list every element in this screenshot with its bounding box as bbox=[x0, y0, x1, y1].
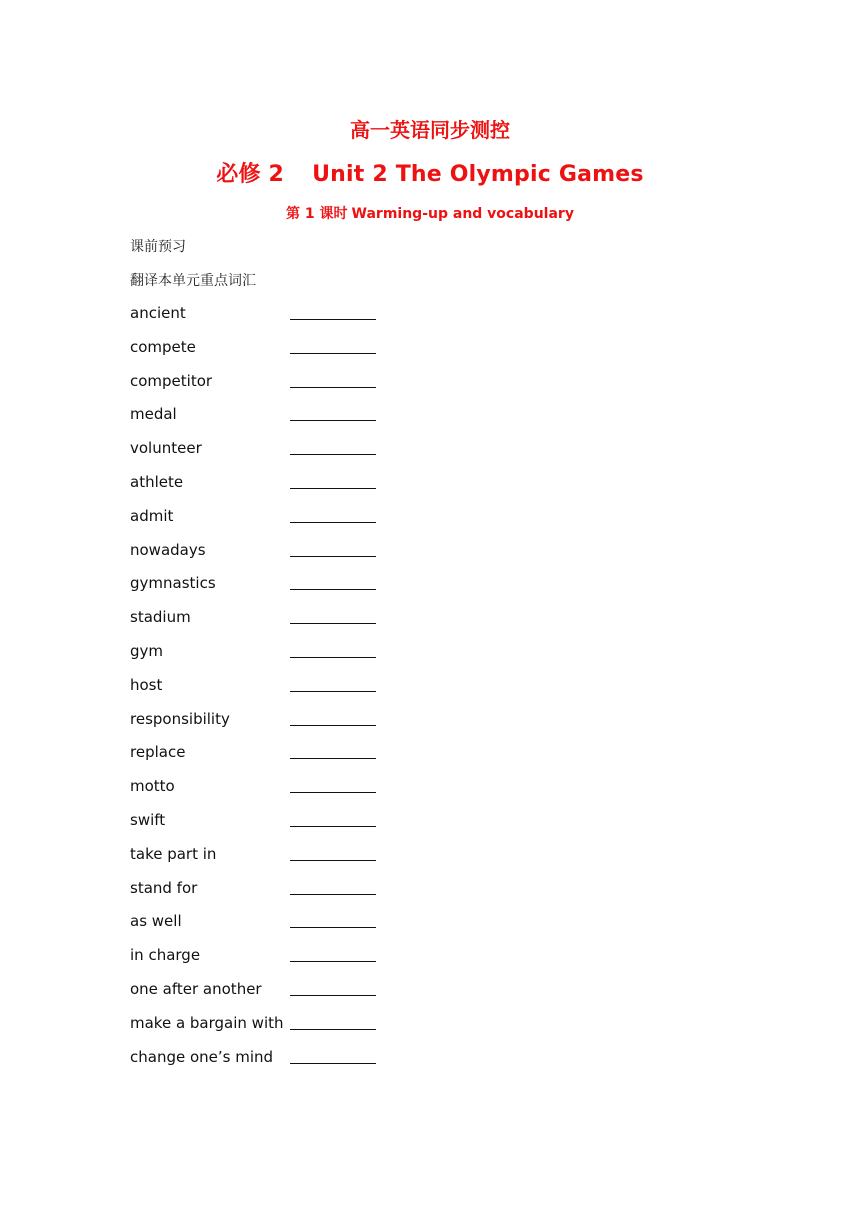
vocab-word: volunteer bbox=[130, 439, 202, 458]
vocab-row bbox=[130, 437, 530, 471]
answer-blank[interactable] bbox=[290, 1029, 376, 1030]
vocab-row bbox=[130, 640, 530, 674]
vocab-word: one after another bbox=[130, 979, 262, 998]
answer-blank[interactable] bbox=[290, 826, 376, 827]
vocab-word: gymnastics bbox=[130, 574, 216, 593]
vocab-word: nowadays bbox=[130, 540, 206, 559]
lesson-name: Warming-up and vocabulary bbox=[351, 206, 574, 222]
lesson-number: 第 1 课时 bbox=[286, 206, 348, 222]
vocab-row bbox=[130, 336, 530, 370]
vocab-row bbox=[130, 674, 530, 708]
vocab-row bbox=[130, 775, 530, 809]
vocab-row bbox=[130, 978, 530, 1012]
page-title: 高一英语同步测控 bbox=[350, 118, 510, 142]
vocab-word: in charge bbox=[130, 946, 201, 965]
vocab-word: competitor bbox=[130, 371, 213, 390]
vocab-row bbox=[130, 1012, 530, 1046]
vocab-row bbox=[130, 809, 530, 843]
answer-blank[interactable] bbox=[290, 961, 376, 962]
vocab-row bbox=[130, 741, 530, 775]
vocab-word: medal bbox=[130, 405, 177, 424]
vocab-row bbox=[130, 403, 530, 437]
vocab-row bbox=[130, 708, 530, 742]
vocab-row bbox=[130, 302, 530, 336]
vocab-word: athlete bbox=[130, 472, 184, 491]
answer-blank[interactable] bbox=[290, 657, 376, 658]
vocab-word: ancient bbox=[130, 304, 186, 322]
book-label: 必修 2 bbox=[216, 162, 285, 187]
answer-blank[interactable] bbox=[290, 691, 376, 692]
answer-blank[interactable] bbox=[290, 860, 376, 861]
answer-blank[interactable] bbox=[290, 792, 376, 793]
answer-blank[interactable] bbox=[290, 488, 376, 489]
answer-blank[interactable] bbox=[290, 420, 376, 421]
answer-blank[interactable] bbox=[290, 1063, 376, 1064]
answer-blank[interactable] bbox=[290, 927, 376, 928]
vocab-word: host bbox=[130, 675, 163, 694]
vocab-row bbox=[130, 910, 530, 944]
vocab-word: make a bargain with bbox=[130, 1013, 284, 1032]
unit-subtitle bbox=[0, 157, 860, 188]
vocab-word: stand for bbox=[130, 878, 198, 897]
vocab-word: compete bbox=[130, 337, 196, 356]
answer-blank[interactable] bbox=[290, 454, 376, 455]
vocab-row bbox=[130, 843, 530, 877]
answer-blank[interactable] bbox=[290, 725, 376, 726]
vocab-row bbox=[130, 370, 530, 404]
answer-blank[interactable] bbox=[290, 623, 376, 624]
vocab-row bbox=[130, 471, 530, 505]
answer-blank[interactable] bbox=[290, 319, 376, 320]
answer-blank[interactable] bbox=[290, 353, 376, 354]
answer-blank[interactable] bbox=[290, 894, 376, 895]
vocab-row bbox=[130, 877, 530, 911]
vocab-word: take part in bbox=[130, 844, 217, 863]
vocab-word: admit bbox=[130, 506, 174, 525]
answer-blank[interactable] bbox=[290, 589, 376, 590]
answer-blank[interactable] bbox=[290, 387, 376, 388]
answer-blank[interactable] bbox=[290, 995, 376, 996]
vocab-row bbox=[130, 1046, 530, 1080]
vocab-row bbox=[130, 505, 530, 539]
vocab-row bbox=[130, 606, 530, 640]
answer-blank[interactable] bbox=[290, 522, 376, 523]
vocab-word: stadium bbox=[130, 608, 191, 627]
unit-title: Unit 2 The Olympic Games bbox=[312, 162, 644, 187]
preview-section-label: 课前预习 bbox=[130, 239, 186, 255]
answer-blank[interactable] bbox=[290, 556, 376, 557]
answer-blank[interactable] bbox=[290, 758, 376, 759]
instruction-label: 翻译本单元重点词汇 bbox=[130, 273, 256, 289]
vocab-word: motto bbox=[130, 777, 175, 796]
vocab-word: change one’s mind bbox=[130, 1047, 274, 1066]
vocab-word: as well bbox=[130, 912, 182, 931]
lesson-title bbox=[0, 203, 860, 223]
vocab-row bbox=[130, 944, 530, 978]
vocab-row bbox=[130, 539, 530, 573]
vocab-word: gym bbox=[130, 641, 164, 660]
vocab-word: swift bbox=[130, 810, 166, 829]
vocab-word: responsibility bbox=[130, 709, 230, 728]
vocabulary-list bbox=[130, 302, 530, 1079]
vocab-row bbox=[130, 572, 530, 606]
vocab-word: replace bbox=[130, 743, 186, 762]
